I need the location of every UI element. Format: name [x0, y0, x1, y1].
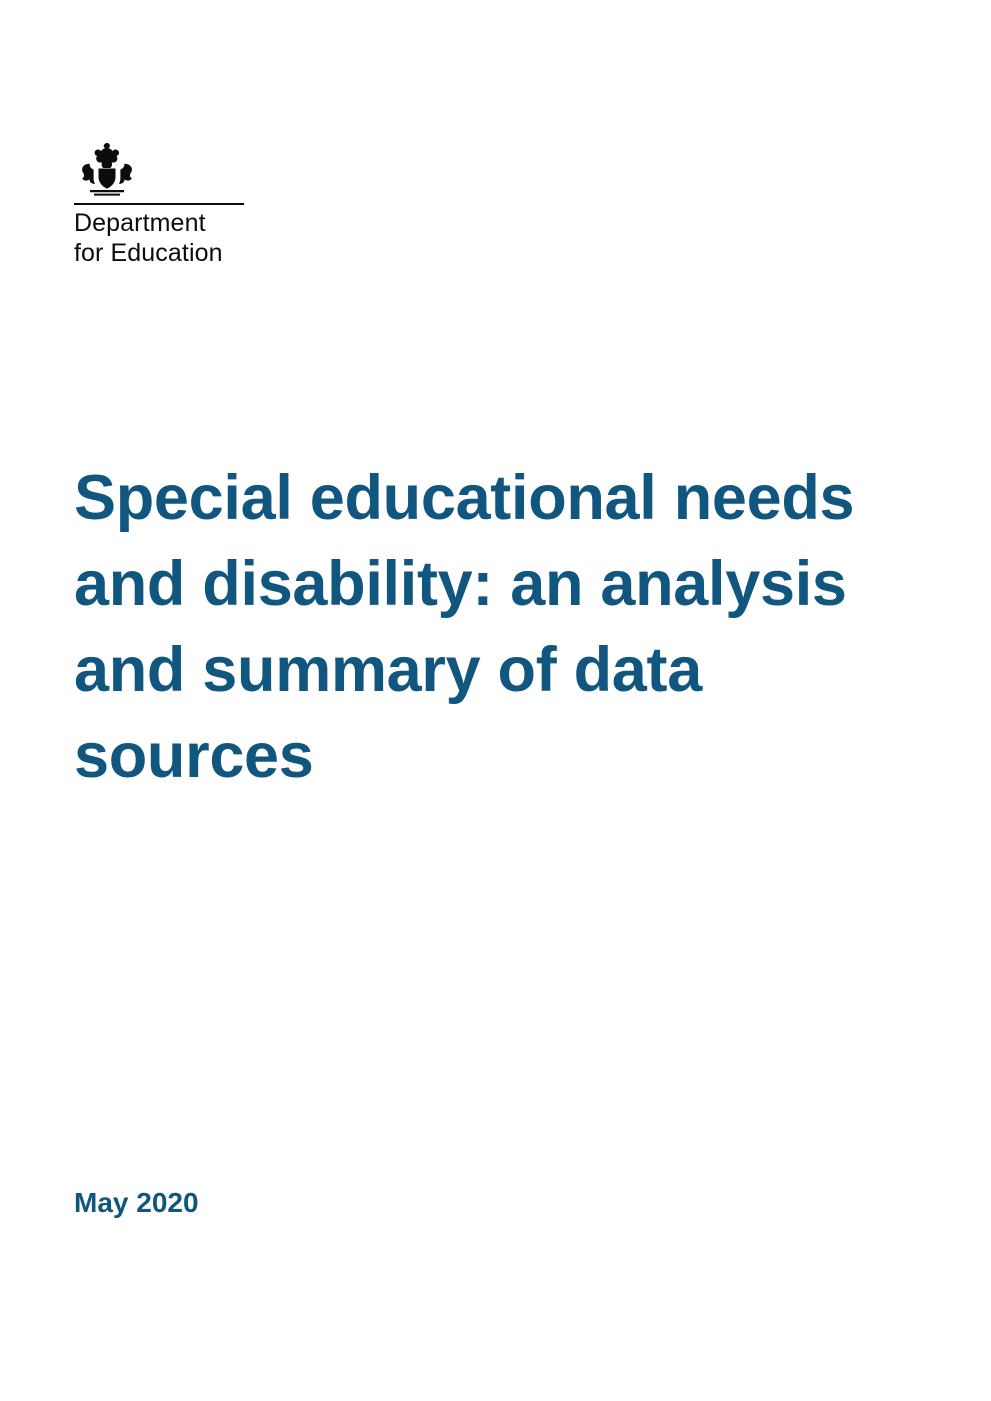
department-for-education-logo — [74, 142, 374, 268]
logo-wordmark — [74, 208, 374, 268]
logo-line-1: Department — [74, 209, 206, 237]
logo-divider — [74, 203, 244, 205]
royal-crest-icon — [76, 142, 138, 197]
page-title: Special educational needs and disability: an analysis and summary of data sources — [74, 463, 855, 791]
logo-line-2: for Education — [74, 239, 223, 267]
publication-date: May 2020 — [74, 1187, 199, 1218]
